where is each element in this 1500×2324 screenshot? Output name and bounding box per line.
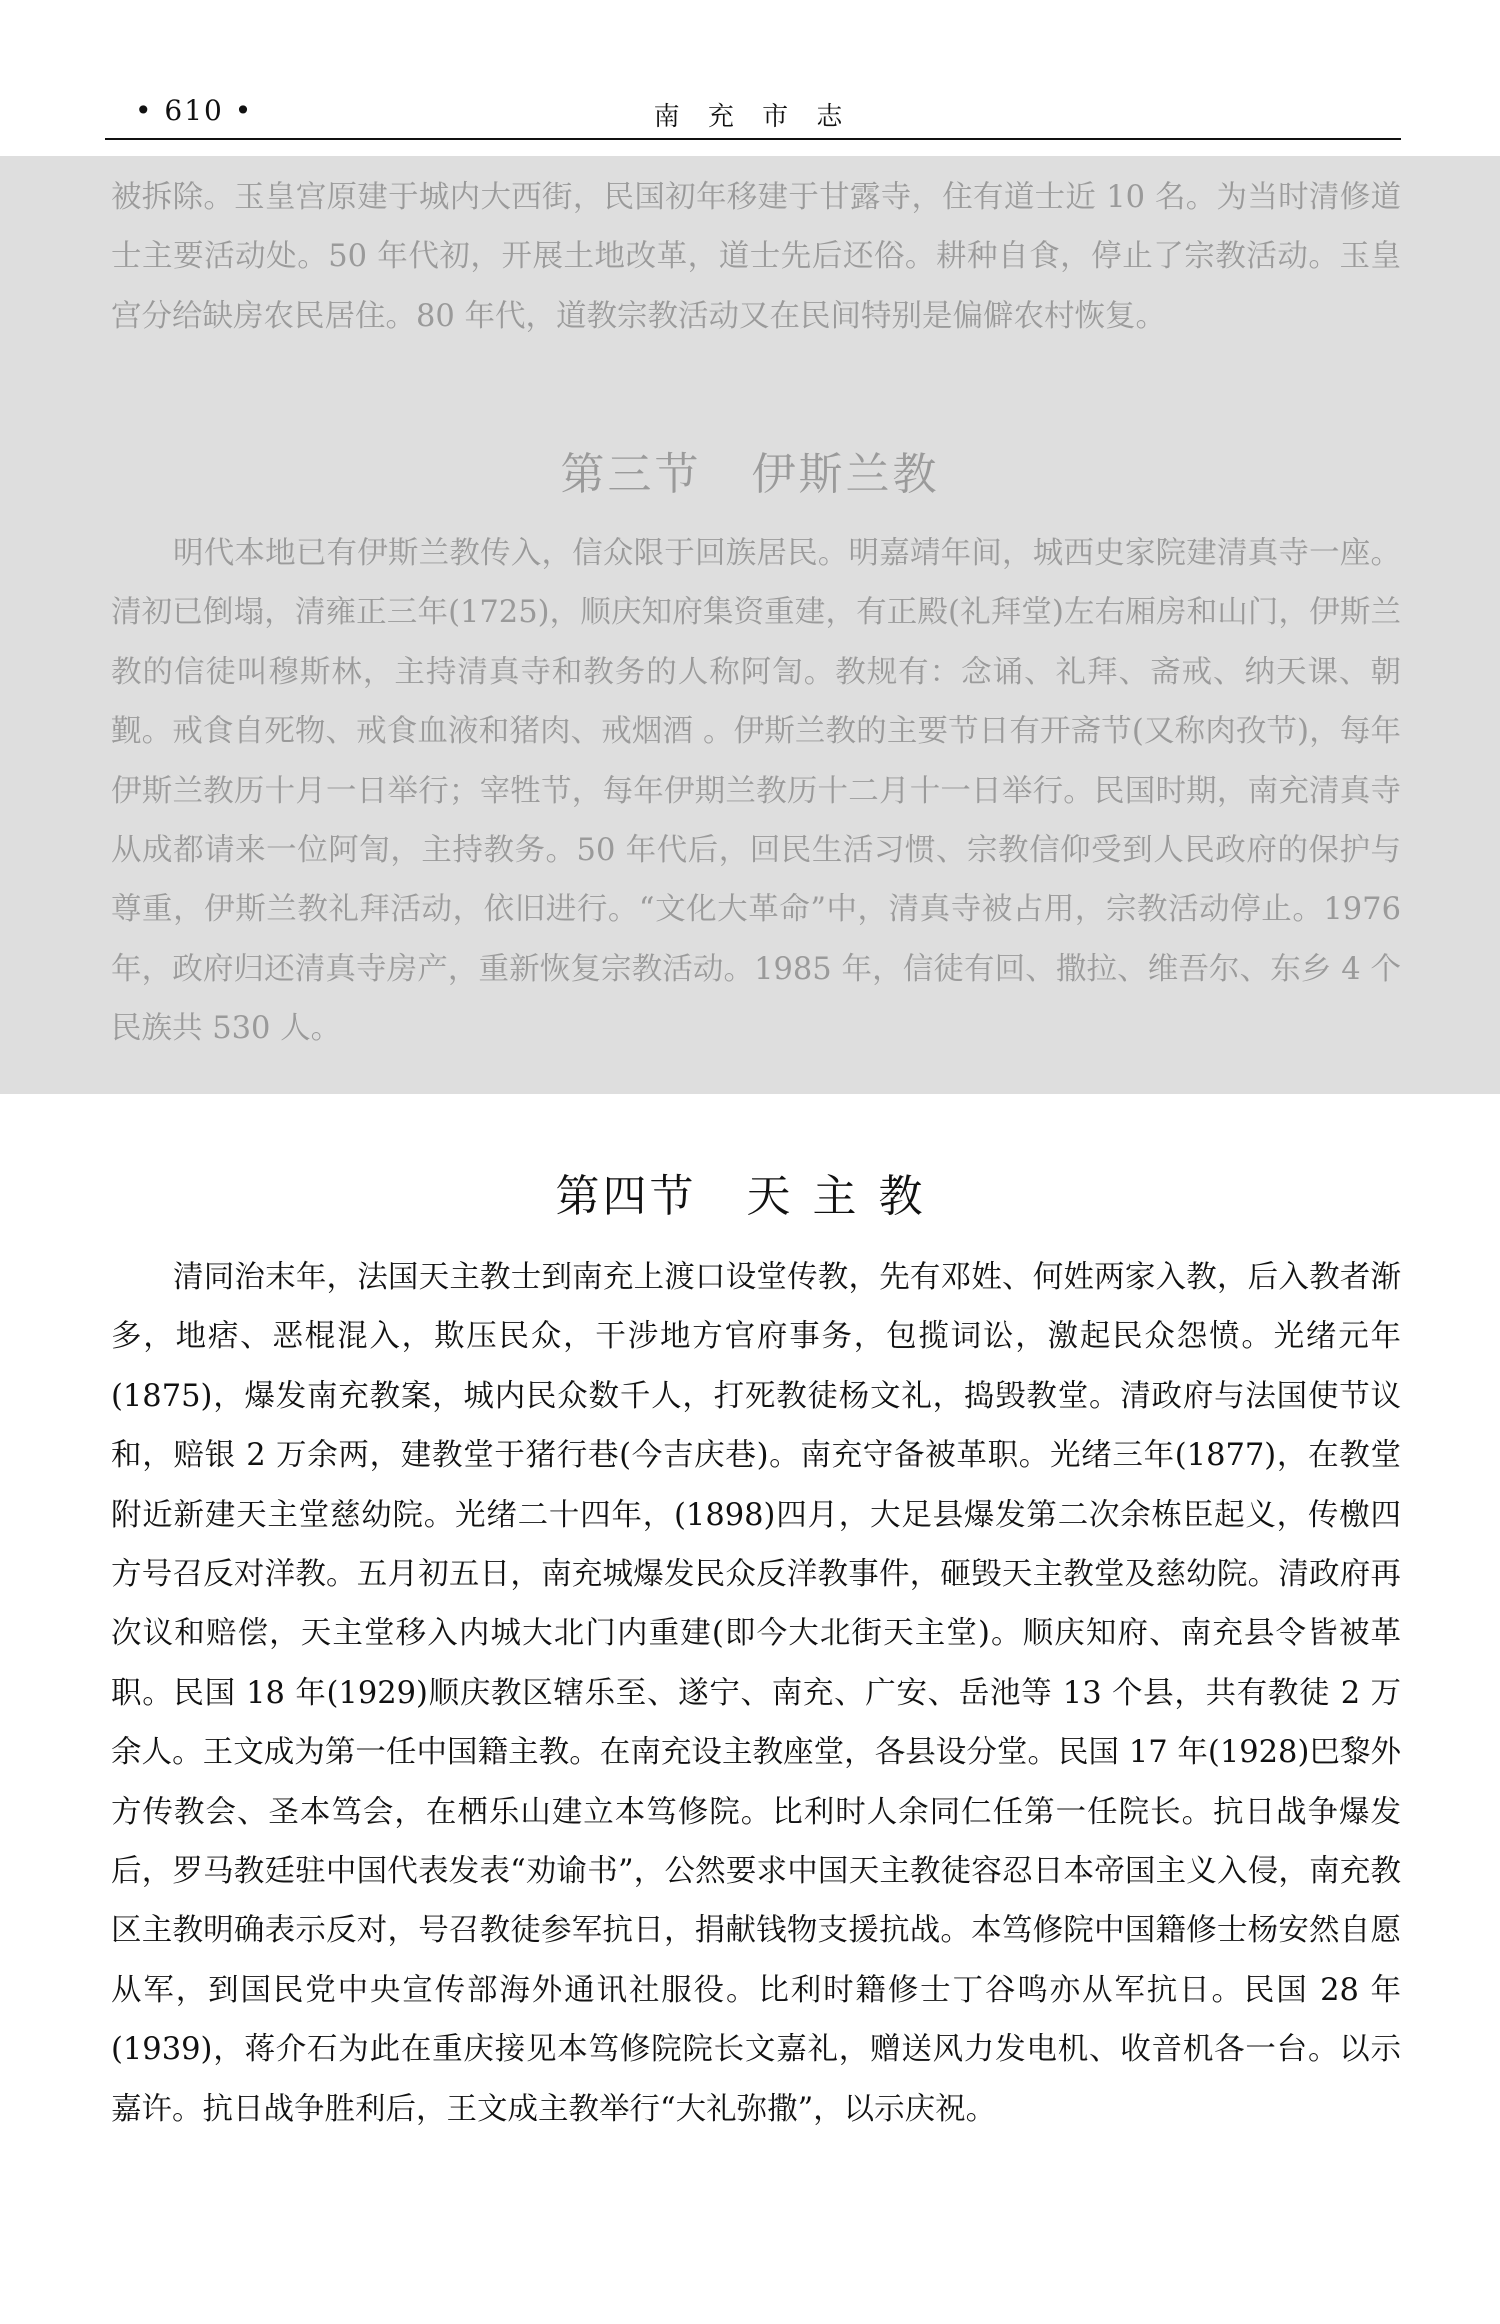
page-number: • 610 • xyxy=(135,94,254,127)
faded-previous-section xyxy=(0,156,1500,1094)
section-name: 伊斯兰教 xyxy=(751,449,940,500)
page-header xyxy=(105,92,1401,140)
islam-paragraph: 明代本地已有伊斯兰教传入，信众限于回族居民。明嘉靖年间，城西史家院建清真寺一座。清初已倒塌，清雍正三年(1725)，顺庆知府集资重建，有正殿(礼拜堂)左右厢房和山门，伊斯兰教的信徒叫穆斯林，主持清真寺和教务的人称阿訇。教规有：念诵、礼拜、斋戒、纳天课、朝觐。戒食自死物、戒食血液和猪肉、戒烟酒 。伊斯兰教的主要节日有开斋节(又称肉孜节)，每年伊斯兰教历十月一日举行；宰牲节，每年伊期兰教历十二月十一日举行。民国时期，南充清真寺从成都请来一位阿訇，主持教务。50 年代后，回民生活习惯、宗教信仰受到人民政府的保护与尊重，伊斯兰教礼拜活动，依旧进行。“文化大革命”中，清真寺被占用，宗教活动停止。1976 年，政府归还清真寺房产，重新恢复宗教活动。1985 年，信徒有回、撒拉、维吾尔、东乡 4 个民族共 530 人。 xyxy=(111,536,1401,1047)
section-heading-catholicism xyxy=(0,1160,1500,1224)
catholicism-paragraph: 清同治末年，法国天主教士到南充上渡口设堂传教，先有邓姓、何姓两家入教，后入教者渐多，地痞、恶棍混入，欺压民众，干涉地方官府事务，包揽词讼，激起民众怨愤。光绪元年(1875)，爆发南充教案，城内民众数千人，打死教徒杨文礼，捣毁教堂。清政府与法国使节议和，赔银 2 万余两，建教堂于猪行巷(今吉庆巷)。南充守备被革职。光绪三年(1877)，在教堂附近新建天主堂慈幼院。光绪二十四年，(1898)四月，大足县爆发第二次余栋臣起义，传檄四方号召反对洋教。五月初五日，南充城爆发民众反洋教事件，砸毁天主教堂及慈幼院。清政府再次议和赔偿，天主堂移入内城大北门内重建(即今大北街天主堂)。顺庆知府、南充县令皆被革职。民国 18 年(1929)顺庆教区辖乐至、遂宁、南充、广安、岳池等 13 个县，共有教徒 2 万余人。王文成为第一任中国籍主教。在南充设主教座堂，各县设分堂。民国 17 年(1928)巴黎外方传教会、圣本笃会，在栖乐山建立本笃修院。比利时人余同仁任第一任院长。抗日战争爆发后，罗马教廷驻中国代表发表“劝谕书”，公然要求中国天主教徒容忍日本帝国主义入侵，南充教区主教明确表示反对，号召教徒参军抗日，捐献钱物支援抗战。本笃修院中国籍修士杨安然自愿从军，到国民党中央宣传部海外通讯社服役。比利时籍修士丁谷鸣亦从军抗日。民国 28 年(1939)，蒋介石为此在重庆接见本笃修院院长文嘉礼，赠送风力发电机、收音机各一台。以示嘉许。抗日战争胜利后，王文成主教举行“大礼弥撒”，以示庆祝。 xyxy=(111,1260,1401,2127)
section-number: 第三节 xyxy=(560,449,702,500)
taoism-ending-paragraph: 被拆除。玉皇宫原建于城内大西街，民国初年移建于甘露寺，住有道士近 10 名。为当时清修道士主要活动处。50 年代初，开展土地改革，道士先后还俗。耕种自食，停止了宗教活动。玉皇宫分给缺房农民居住。80 年代，道教宗教活动又在民间特别是偏僻农村恢复。 xyxy=(111,180,1401,334)
section-number: 第四节 xyxy=(555,1171,697,1222)
running-title: 南 充 市 志 xyxy=(653,102,853,132)
section-name: 天主教 xyxy=(746,1171,945,1222)
section-heading-islam xyxy=(0,438,1500,502)
